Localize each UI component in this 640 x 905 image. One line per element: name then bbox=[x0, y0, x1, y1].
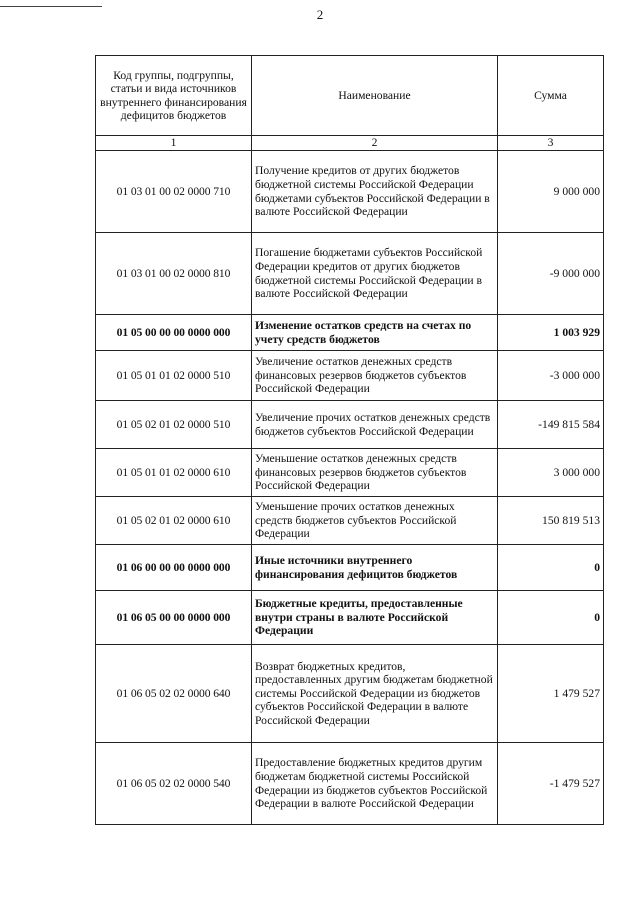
row-name: Иные источники внутреннего финансирования дефицитов бюджетов bbox=[252, 545, 498, 591]
table-row bbox=[96, 545, 604, 591]
table-row bbox=[96, 743, 604, 825]
page-number: 2 bbox=[316, 7, 324, 22]
row-sum: 0 bbox=[498, 591, 604, 645]
row-sum: -149 815 584 bbox=[498, 401, 604, 449]
row-name: Увеличение остатков денежных средств финансовых резервов бюджетов субъектов Российской Федерации bbox=[252, 351, 498, 401]
column-number: 2 bbox=[252, 136, 498, 151]
row-sum: -3 000 000 bbox=[498, 351, 604, 401]
row-code: 01 06 05 02 02 0000 540 bbox=[96, 743, 252, 825]
column-number-row bbox=[96, 136, 604, 151]
table-row bbox=[96, 449, 604, 497]
row-name: Увеличение прочих остатков денежных средств бюджетов субъектов Российской Федерации bbox=[252, 401, 498, 449]
row-code: 01 05 02 01 02 0000 610 bbox=[96, 497, 252, 545]
header-sum: Сумма bbox=[498, 56, 604, 136]
row-code: 01 06 00 00 00 0000 000 bbox=[96, 545, 252, 591]
row-code: 01 05 01 01 02 0000 610 bbox=[96, 449, 252, 497]
table-row bbox=[96, 351, 604, 401]
row-name: Бюджетные кредиты, предоставленные внутри страны в валюте Российской Федерации bbox=[252, 591, 498, 645]
budget-sources-table bbox=[95, 55, 604, 825]
row-sum: 1 003 929 bbox=[498, 315, 604, 351]
table-row bbox=[96, 645, 604, 743]
row-code: 01 03 01 00 02 0000 710 bbox=[96, 151, 252, 233]
row-code: 01 03 01 00 02 0000 810 bbox=[96, 233, 252, 315]
header-code: Код группы, подгруппы, статьи и вида источников внутреннего финансирования дефицитов бюджетов bbox=[96, 56, 252, 136]
row-name: Предоставление бюджетных кредитов другим бюджетам бюджетной системы Российской Федерации из бюджетов субъектов Российской Федерации в валюте Российской Федерации bbox=[252, 743, 498, 825]
column-number: 1 bbox=[96, 136, 252, 151]
table-row bbox=[96, 497, 604, 545]
row-name: Уменьшение прочих остатков денежных средств бюджетов субъектов Российской Федерации bbox=[252, 497, 498, 545]
row-code: 01 05 02 01 02 0000 510 bbox=[96, 401, 252, 449]
row-sum: 3 000 000 bbox=[498, 449, 604, 497]
row-name: Получение кредитов от других бюджетов бюджетной системы Российской Федерации бюджетами субъектов Российской Федерации в валюте Российской Федерации bbox=[252, 151, 498, 233]
row-code: 01 05 01 01 02 0000 510 bbox=[96, 351, 252, 401]
row-sum: 150 819 513 bbox=[498, 497, 604, 545]
row-sum: 0 bbox=[498, 545, 604, 591]
table-row bbox=[96, 591, 604, 645]
row-sum: -1 479 527 bbox=[498, 743, 604, 825]
header-name: Наименование bbox=[252, 56, 498, 136]
row-code: 01 06 05 00 00 0000 000 bbox=[96, 591, 252, 645]
row-sum: -9 000 000 bbox=[498, 233, 604, 315]
table-row bbox=[96, 151, 604, 233]
row-code: 01 05 00 00 00 0000 000 bbox=[96, 315, 252, 351]
table-row bbox=[96, 233, 604, 315]
column-number: 3 bbox=[498, 136, 604, 151]
row-name: Возврат бюджетных кредитов, предоставленных другим бюджетам бюджетной системы Российской Федерации из бюджетов субъектов Российской Федерации в валюте Российской Федерации bbox=[252, 645, 498, 743]
row-sum: 1 479 527 bbox=[498, 645, 604, 743]
table-row bbox=[96, 315, 604, 351]
table-row bbox=[96, 401, 604, 449]
row-name: Изменение остатков средств на счетах по учету средств бюджетов bbox=[252, 315, 498, 351]
row-code: 01 06 05 02 02 0000 640 bbox=[96, 645, 252, 743]
row-name: Уменьшение остатков денежных средств финансовых резервов бюджетов субъектов Российской Федерации bbox=[252, 449, 498, 497]
row-sum: 9 000 000 bbox=[498, 151, 604, 233]
row-name: Погашение бюджетами субъектов Российской Федерации кредитов от других бюджетов бюджетной системы Российской Федерации в валюте Российской Федерации bbox=[252, 233, 498, 315]
table-header-row bbox=[96, 56, 604, 136]
